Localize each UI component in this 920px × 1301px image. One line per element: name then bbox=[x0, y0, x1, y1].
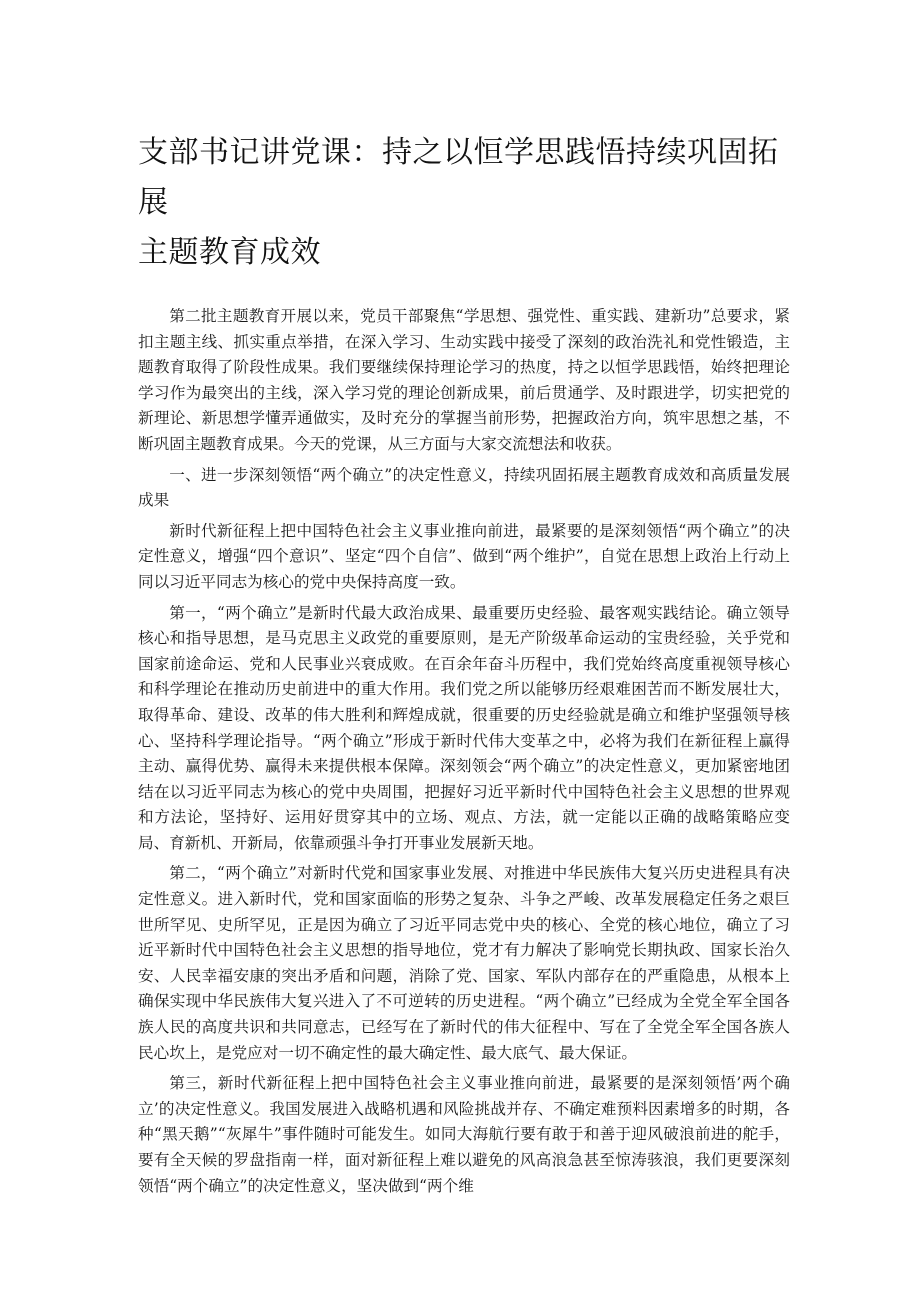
paragraph-point-2: 第二，“两个确立”对新时代党和国家事业发展、对推进中华民族伟大复兴历史进程具有决定性意义。进入新时代，党和国家面临的形势之复杂、斗争之严峻、改革发展稳定任务之艰巨世所罕见、史所罕见，正是因为确立了习近平同志党中央的核心、全党的核心地位，确立了习近平新时代中国特色社会主义思想的指导地位，党才有力解决了影响党长期执政、国家长治久安、人民幸福安康的突出矛盾和问题，消除了党、国家、军队内部存在的严重隐患，从根本上确保实现中华民族伟大复兴进入了不可逆转的历史进程。“两个确立”已经成为全党全军全国各族人民的高度共识和共同意志，已经写在了新时代的伟大征程中、写在了全党全军全国各族人民心坎上，是党应对一切不确定性的最大确定性、最大底气、最大保证。 bbox=[138, 864, 790, 1062]
paragraph-section-intro: 新时代新征程上把中国特色社会主义事业推向前进，最紧要的是深刻领悟“两个确立”的决定性意义，增强“四个意识”、坚定“四个自信”、做到“两个维护”，自觉在思想上政治上行动上同以习近平同志为核心的党中央保持高度一致。 bbox=[138, 521, 790, 591]
section-heading-1: 一、进一步深刻领悟“两个确立”的决定性意义，持续巩固拓展主题教育成效和高质量发展成果 bbox=[138, 465, 790, 510]
title-line-1: 支部书记讲党课：持之以恒学思践悟持续巩固拓展 bbox=[138, 135, 779, 220]
document-page bbox=[138, 128, 790, 1204]
document-title bbox=[138, 128, 790, 278]
paragraph-intro: 第二批主题教育开展以来，党员干部聚焦“学思想、强党性、重实践、建新功”总要求，紧扣主题主线、抓实重点举措，在深入学习、生动实践中接受了深刻的政治洗礼和党性锻造，主题教育取得了阶段性成果。我们要继续保持理论学习的热度，持之以恒学思践悟，始终把理论学习作为最突出的主线，深入学习党的理论创新成果，前后贯通学、及时跟进学，切实把党的新理论、新思想学懂弄通做实，及时充分的掌握当前形势，把握政治方向，筑牢思想之基，不断巩固主题教育成果。今天的党课，从三方面与大家交流想法和收获。 bbox=[138, 307, 790, 453]
title-line-2: 主题教育成效 bbox=[138, 235, 321, 270]
paragraph-point-3: 第三，新时代新征程上把中国特色社会主义事业推向前进，最紧要的是深刻领悟’两个确立’的决定性意义。我国发展进入战略机遇和风险挑战并存、不确定难预料因素增多的时期，各种“黑天鹅”“灰犀牛”事件随时可能发生。如同大海航行要有敢于和善于迎风破浪前进的舵手，要有全天候的罗盘指南一样，面对新征程上难以避免的风高浪急甚至惊涛骇浪，我们更要深刻领悟“两个确立”的决定性意义，坚决做到“两个维 bbox=[138, 1074, 790, 1195]
paragraph-point-1: 第一，“两个确立”是新时代最大政治成果、最重要历史经验、最客观实践结论。确立领导核心和指导思想，是马克思主义政党的重要原则，是无产阶级革命运动的宝贵经验，关乎党和国家前途命运、党和人民事业兴衰成败。在百余年奋斗历程中，我们党始终高度重视领导核心和科学理论在推动历史前进中的重大作用。我们党之所以能够历经艰难困苦而不断发展壮大，取得革命、建设、改革的伟大胜利和辉煌成就，很重要的历史经验就是确立和维护坚强领导核心、坚持科学理论指导。“两个确立”形成于新时代伟大变革之中，必将为我们在新征程上赢得主动、赢得优势、赢得未来提供根本保障。深刻领会“两个确立”的决定性意义，更加紧密地团结在以习近平同志为核心的党中央周围，把握好习近平新时代中国特色社会主义思想的世界观和方法论，坚持好、运用好贯穿其中的立场、观点、方法，就一定能以正确的战略策略应变局、育新机、开新局，依靠顽强斗争打开事业发展新天地。 bbox=[138, 603, 790, 852]
